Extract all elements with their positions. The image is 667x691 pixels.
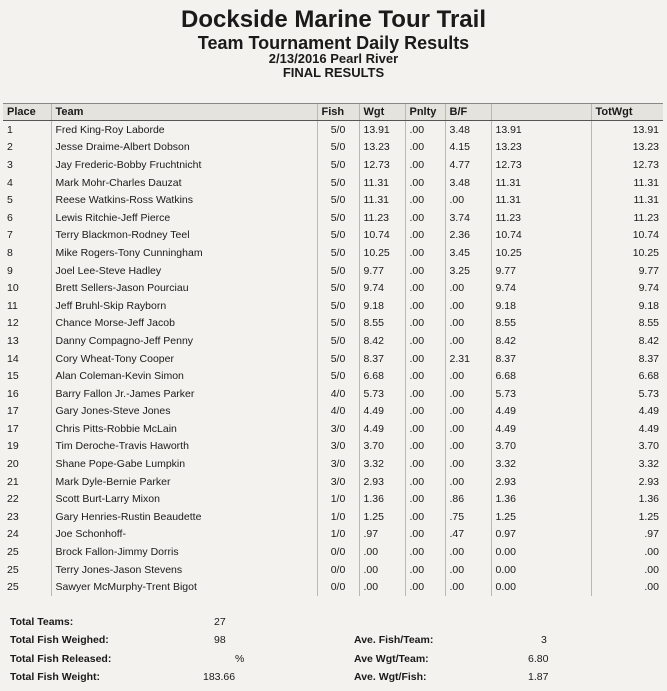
cell-pnlty: .00 (405, 403, 445, 421)
cell-wgt: 4.49 (359, 420, 405, 438)
table-row (3, 561, 663, 579)
cell-fish: 5/0 (317, 279, 359, 297)
table-row (3, 543, 663, 561)
cell-bf: .00 (445, 315, 491, 333)
cell-pnlty: .00 (405, 385, 445, 403)
cell-team: Cory Wheat-Tony Cooper (51, 350, 317, 368)
cell-team: Shane Pope-Gabe Lumpkin (51, 455, 317, 473)
cell-wgt: .00 (359, 543, 405, 561)
cell-place: 25 (7, 581, 19, 594)
cell-fish: 0/0 (317, 578, 359, 596)
cell-place: 16 (7, 387, 19, 400)
cell-subtotal: 0.00 (491, 543, 591, 561)
cell-team: Scott Burt-Larry Mixon (51, 490, 317, 508)
cell-team: Gary Jones-Steve Jones (51, 403, 317, 421)
cell-subtotal: 11.31 (491, 191, 591, 209)
cell-totwgt: 4.49 (591, 403, 663, 421)
cell-subtotal: 11.31 (491, 174, 591, 192)
results-table (3, 103, 663, 596)
col-totwgt: TotWgt (591, 104, 663, 121)
table-row (3, 156, 663, 174)
cell-wgt: 6.68 (359, 367, 405, 385)
col-fish: Fish (317, 104, 359, 121)
cell-wgt: 11.31 (359, 174, 405, 192)
cell-pnlty: .00 (405, 191, 445, 209)
total-teams-label: Total Teams: (10, 616, 74, 628)
table-row (3, 473, 663, 491)
cell-bf: .00 (445, 297, 491, 315)
cell-bf: .00 (445, 578, 491, 596)
table-row (3, 332, 663, 350)
cell-totwgt: 10.25 (591, 244, 663, 262)
cell-fish: 0/0 (317, 561, 359, 579)
cell-fish: 3/0 (317, 455, 359, 473)
cell-bf: .00 (445, 420, 491, 438)
table-row (3, 244, 663, 262)
cell-bf: .00 (445, 403, 491, 421)
table-row (3, 315, 663, 333)
col-blank (491, 104, 591, 121)
cell-subtotal: 4.49 (491, 420, 591, 438)
col-pnlty: Pnlty (405, 104, 445, 121)
fish-weight-value: 183.66 (203, 671, 236, 683)
cell-place: 22 (7, 493, 19, 506)
cell-pnlty: .00 (405, 508, 445, 526)
cell-subtotal: 13.91 (491, 121, 591, 139)
cell-place: 2 (7, 141, 13, 154)
cell-team: Barry Fallon Jr.-James Parker (51, 385, 317, 403)
cell-totwgt: 13.91 (591, 121, 663, 139)
cell-totwgt: 11.31 (591, 191, 663, 209)
cell-fish: 3/0 (317, 438, 359, 456)
cell-subtotal: 12.73 (491, 156, 591, 174)
cell-bf: 2.36 (445, 227, 491, 245)
cell-pnlty: .00 (405, 350, 445, 368)
ave-wgt-fish-label: Ave. Wgt/Fish: (354, 671, 427, 683)
cell-totwgt: 10.74 (591, 227, 663, 245)
col-bf: B/F (445, 104, 491, 121)
cell-place: 25 (7, 563, 19, 576)
cell-place: 11 (7, 299, 18, 312)
cell-totwgt: .00 (591, 561, 663, 579)
table-row (3, 455, 663, 473)
cell-wgt: 9.18 (359, 297, 405, 315)
cell-wgt: 10.74 (359, 227, 405, 245)
page-subtitle: Team Tournament Daily Results (197, 33, 470, 53)
cell-wgt: .97 (359, 526, 405, 544)
cell-wgt: 8.42 (359, 332, 405, 350)
cell-totwgt: 1.25 (591, 508, 663, 526)
cell-place: 12 (7, 317, 19, 330)
cell-subtotal: 9.18 (491, 297, 591, 315)
cell-subtotal: 8.37 (491, 350, 591, 368)
table-row (3, 420, 663, 438)
cell-team: Chance Morse-Jeff Jacob (51, 315, 317, 333)
cell-subtotal: 13.23 (491, 139, 591, 157)
cell-subtotal: 3.32 (491, 455, 591, 473)
cell-fish: 5/0 (317, 174, 359, 192)
cell-bf: 3.74 (445, 209, 491, 227)
cell-pnlty: .00 (405, 561, 445, 579)
cell-wgt: 3.32 (359, 455, 405, 473)
cell-subtotal: 5.73 (491, 385, 591, 403)
table-row (3, 139, 663, 157)
table-row (3, 121, 663, 139)
cell-totwgt: 3.70 (591, 438, 663, 456)
table-row (3, 262, 663, 280)
cell-place: 13 (7, 334, 19, 347)
col-wgt: Wgt (359, 104, 405, 121)
cell-wgt: 5.73 (359, 385, 405, 403)
cell-subtotal: 1.25 (491, 508, 591, 526)
table-row (3, 385, 663, 403)
cell-wgt: 8.37 (359, 350, 405, 368)
fish-weighed-value: 98 (214, 634, 226, 646)
cell-fish: 1/0 (317, 490, 359, 508)
cell-pnlty: .00 (405, 578, 445, 596)
cell-fish: 3/0 (317, 473, 359, 491)
cell-team: Chris Pitts-Robbie McLain (51, 420, 317, 438)
cell-place: 23 (7, 510, 19, 523)
cell-totwgt: .00 (591, 543, 663, 561)
ave-wgt-team-label: Ave Wgt/Team: (354, 653, 429, 665)
cell-totwgt: 2.93 (591, 473, 663, 491)
cell-bf: 3.25 (445, 262, 491, 280)
cell-subtotal: 8.42 (491, 332, 591, 350)
cell-totwgt: 8.37 (591, 350, 663, 368)
cell-bf: 4.77 (445, 156, 491, 174)
cell-pnlty: .00 (405, 297, 445, 315)
cell-subtotal: 2.93 (491, 473, 591, 491)
cell-bf: 3.48 (445, 121, 491, 139)
cell-team: Sawyer McMurphy-Trent Bigot (51, 578, 317, 596)
cell-bf: .47 (445, 526, 491, 544)
table-row (3, 438, 663, 456)
cell-bf: .00 (445, 332, 491, 350)
cell-totwgt: .97 (591, 526, 663, 544)
cell-pnlty: .00 (405, 279, 445, 297)
cell-wgt: 3.70 (359, 438, 405, 456)
cell-pnlty: .00 (405, 367, 445, 385)
table-row (3, 526, 663, 544)
cell-place: 6 (7, 211, 13, 224)
ave-fish-team-label: Ave. Fish/Team: (354, 634, 434, 646)
cell-subtotal: 11.23 (491, 209, 591, 227)
cell-totwgt: 6.68 (591, 367, 663, 385)
table-row (3, 279, 663, 297)
cell-bf: .00 (445, 367, 491, 385)
cell-team: Jay Frederic-Bobby Fruchtnicht (51, 156, 317, 174)
cell-team: Lewis Ritchie-Jeff Pierce (51, 209, 317, 227)
cell-pnlty: .00 (405, 156, 445, 174)
cell-team: Danny Compagno-Jeff Penny (51, 332, 317, 350)
cell-place: 25 (7, 546, 19, 559)
ave-wgt-team-value: 6.80 (528, 653, 549, 665)
ave-wgt-fish-value: 1.87 (528, 671, 549, 683)
cell-bf: 4.15 (445, 139, 491, 157)
cell-totwgt: 11.31 (591, 174, 663, 192)
cell-place: 21 (7, 475, 19, 488)
cell-pnlty: .00 (405, 526, 445, 544)
cell-bf: .00 (445, 385, 491, 403)
cell-pnlty: .00 (405, 209, 445, 227)
cell-place: 17 (7, 422, 19, 435)
cell-wgt: 4.49 (359, 403, 405, 421)
cell-totwgt: 13.23 (591, 139, 663, 157)
ave-fish-team-value: 3 (541, 634, 547, 646)
date-location: 2/13/2016 Pearl River (268, 51, 399, 66)
cell-pnlty: .00 (405, 420, 445, 438)
cell-team: Brock Fallon-Jimmy Dorris (51, 543, 317, 561)
cell-fish: 4/0 (317, 385, 359, 403)
cell-totwgt: 12.73 (591, 156, 663, 174)
cell-subtotal: 3.70 (491, 438, 591, 456)
cell-place: 14 (7, 352, 19, 365)
cell-pnlty: .00 (405, 438, 445, 456)
cell-subtotal: 0.00 (491, 561, 591, 579)
cell-totwgt: 8.42 (591, 332, 663, 350)
cell-team: Mike Rogers-Tony Cunningham (51, 244, 317, 262)
cell-subtotal: 1.36 (491, 490, 591, 508)
total-teams-value: 27 (214, 616, 226, 628)
cell-totwgt: 9.74 (591, 279, 663, 297)
cell-bf: .00 (445, 543, 491, 561)
cell-subtotal: 0.97 (491, 526, 591, 544)
cell-fish: 5/0 (317, 244, 359, 262)
cell-team: Joe Schonhoff- (51, 526, 317, 544)
cell-place: 10 (7, 282, 19, 295)
cell-pnlty: .00 (405, 244, 445, 262)
table-row (3, 403, 663, 421)
cell-place: 7 (7, 229, 13, 242)
cell-wgt: .00 (359, 578, 405, 596)
cell-pnlty: .00 (405, 473, 445, 491)
cell-wgt: 2.93 (359, 473, 405, 491)
cell-fish: 4/0 (317, 403, 359, 421)
table-row (3, 209, 663, 227)
page-title: Dockside Marine Tour Trail (181, 6, 486, 33)
cell-bf: 2.31 (445, 350, 491, 368)
fish-weighed-label: Total Fish Weighed: (10, 634, 109, 646)
cell-pnlty: .00 (405, 332, 445, 350)
cell-pnlty: .00 (405, 543, 445, 561)
cell-wgt: 1.36 (359, 490, 405, 508)
cell-subtotal: 10.74 (491, 227, 591, 245)
cell-fish: 5/0 (317, 121, 359, 139)
cell-fish: 5/0 (317, 209, 359, 227)
cell-team: Jeff Bruhl-Skip Rayborn (51, 297, 317, 315)
cell-place: 19 (7, 440, 19, 453)
cell-bf: 3.45 (445, 244, 491, 262)
cell-wgt: 10.25 (359, 244, 405, 262)
cell-subtotal: 10.25 (491, 244, 591, 262)
cell-place: 24 (7, 528, 19, 541)
cell-team: Tim Deroche-Travis Haworth (51, 438, 317, 456)
fish-released-label: Total Fish Released: (10, 653, 112, 665)
cell-bf: .00 (445, 279, 491, 297)
cell-subtotal: 8.55 (491, 315, 591, 333)
cell-pnlty: .00 (405, 262, 445, 280)
cell-subtotal: 9.74 (491, 279, 591, 297)
cell-wgt: 1.25 (359, 508, 405, 526)
cell-place: 4 (7, 176, 13, 189)
cell-subtotal: 6.68 (491, 367, 591, 385)
table-row (3, 174, 663, 192)
cell-place: 1 (7, 123, 13, 136)
cell-fish: 5/0 (317, 315, 359, 333)
cell-place: 17 (7, 405, 19, 418)
cell-wgt: 13.23 (359, 139, 405, 157)
cell-bf: .00 (445, 455, 491, 473)
cell-totwgt: 11.23 (591, 209, 663, 227)
cell-totwgt: 5.73 (591, 385, 663, 403)
cell-team: Gary Henries-Rustin Beaudette (51, 508, 317, 526)
cell-team: Terry Jones-Jason Stevens (51, 561, 317, 579)
cell-fish: 5/0 (317, 156, 359, 174)
cell-pnlty: .00 (405, 174, 445, 192)
cell-pnlty: .00 (405, 139, 445, 157)
cell-fish: 5/0 (317, 139, 359, 157)
table-row (3, 578, 663, 596)
cell-wgt: 9.74 (359, 279, 405, 297)
cell-team: Mark Dyle-Bernie Parker (51, 473, 317, 491)
cell-wgt: 11.23 (359, 209, 405, 227)
table-row (3, 490, 663, 508)
col-team: Team (51, 104, 317, 121)
cell-fish: 0/0 (317, 543, 359, 561)
cell-totwgt: .00 (591, 578, 663, 596)
cell-fish: 5/0 (317, 332, 359, 350)
cell-wgt: 8.55 (359, 315, 405, 333)
cell-subtotal: 9.77 (491, 262, 591, 280)
cell-bf: .00 (445, 438, 491, 456)
cell-pnlty: .00 (405, 121, 445, 139)
cell-team: Brett Sellers-Jason Pourciau (51, 279, 317, 297)
cell-totwgt: 4.49 (591, 420, 663, 438)
header-row (3, 104, 663, 121)
cell-fish: 5/0 (317, 227, 359, 245)
fish-weight-label: Total Fish Weight: (10, 671, 101, 683)
cell-fish: 5/0 (317, 367, 359, 385)
table-row (3, 227, 663, 245)
cell-fish: 5/0 (317, 262, 359, 280)
cell-team: Reese Watkins-Ross Watkins (51, 191, 317, 209)
cell-wgt: 11.31 (359, 191, 405, 209)
cell-team: Fred King-Roy Laborde (51, 121, 317, 139)
cell-fish: 1/0 (317, 508, 359, 526)
cell-place: 15 (7, 370, 19, 383)
cell-wgt: 12.73 (359, 156, 405, 174)
cell-bf: .75 (445, 508, 491, 526)
cell-totwgt: 9.77 (591, 262, 663, 280)
cell-wgt: 9.77 (359, 262, 405, 280)
cell-bf: .00 (445, 561, 491, 579)
cell-wgt: 13.91 (359, 121, 405, 139)
cell-pnlty: .00 (405, 227, 445, 245)
cell-place: 9 (7, 264, 13, 277)
cell-team: Joel Lee-Steve Hadley (51, 262, 317, 280)
cell-wgt: .00 (359, 561, 405, 579)
col-place: Place (3, 104, 51, 121)
cell-team: Jesse Draime-Albert Dobson (51, 139, 317, 157)
results-status: FINAL RESULTS (282, 65, 385, 80)
table-row (3, 350, 663, 368)
cell-subtotal: 0.00 (491, 578, 591, 596)
cell-totwgt: 8.55 (591, 315, 663, 333)
cell-totwgt: 9.18 (591, 297, 663, 315)
cell-place: 5 (7, 194, 13, 207)
cell-team: Alan Coleman-Kevin Simon (51, 367, 317, 385)
cell-subtotal: 4.49 (491, 403, 591, 421)
cell-fish: 1/0 (317, 526, 359, 544)
cell-totwgt: 1.36 (591, 490, 663, 508)
cell-fish: 5/0 (317, 350, 359, 368)
fish-released-value: % (235, 653, 245, 665)
cell-team: Mark Mohr-Charles Dauzat (51, 174, 317, 192)
cell-place: 3 (7, 158, 13, 171)
table-row (3, 508, 663, 526)
cell-bf: .86 (445, 490, 491, 508)
table-row (3, 191, 663, 209)
cell-team: Terry Blackmon-Rodney Teel (51, 227, 317, 245)
cell-pnlty: .00 (405, 455, 445, 473)
cell-bf: .00 (445, 473, 491, 491)
cell-fish: 5/0 (317, 297, 359, 315)
table-row (3, 297, 663, 315)
cell-fish: 3/0 (317, 420, 359, 438)
table-row (3, 367, 663, 385)
cell-place: 8 (7, 246, 13, 259)
cell-pnlty: .00 (405, 490, 445, 508)
cell-fish: 5/0 (317, 191, 359, 209)
cell-place: 20 (7, 458, 19, 471)
cell-bf: .00 (445, 191, 491, 209)
cell-totwgt: 3.32 (591, 455, 663, 473)
cell-bf: 3.48 (445, 174, 491, 192)
cell-pnlty: .00 (405, 315, 445, 333)
